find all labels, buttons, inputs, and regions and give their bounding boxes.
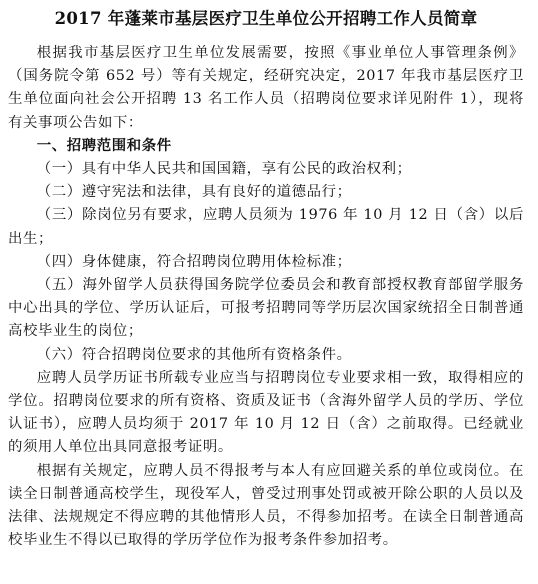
restrictions-paragraph: 根据有关规定，应聘人员不得报考与本人有应回避关系的单位或岗位。在读全日制普通高校学生，现役军人，曾受过刑事处罚或被开除公职的人员以及法律、法规规定不得应聘的其他情形人员，不得参加招考。在读全日制普通高校毕业生不得以已取得的学历学位作为报考条件参加招考。 (8, 462, 524, 549)
condition-item-3: （三）除岗位另有要求，应聘人员须为 1976 年 10 月 12 日（含）以后出生； (8, 207, 524, 247)
condition-item-2: （二）遵守宪法和法律，具有良好的道德品行； (36, 184, 352, 201)
document-title: 2017 年蓬莱市基层医疗卫生单位公开招聘工作人员简章 (54, 9, 478, 28)
requirements-paragraph: 应聘人员学历证书所载专业应当与招聘岗位专业要求相一致，取得相应的学位。招聘岗位要求的所有资格、资质及证书（含海外留学人员的学历、学位认证书），应聘人员均须于 2017 年 10 月 12 日（含）之前取得。已经就业的须用人单位出具同意报考证明。 (8, 369, 524, 456)
document-body (8, 42, 524, 552)
section-heading-recruitment-scope: 一、招聘范围和条件 (36, 137, 172, 154)
condition-item-6: （六）符合招聘岗位要求的其他所有资格条件。 (36, 346, 352, 363)
intro-paragraph: 根据我市基层医疗卫生单位发展需要，按照《事业单位人事管理条例》（国务院令第 652 号）等有关规定，经研究决定，2017 年我市基层医疗卫生单位面向社会公开招聘 13 名工作人员（招聘岗位要求详见附件 1），现将有关事项公告如下： (8, 45, 524, 131)
condition-item-1: （一）具有中华人民共和国国籍，享有公民的政治权利； (36, 161, 412, 178)
condition-item-4: （四）身体健康，符合招聘岗位聘用体检标准； (36, 253, 352, 270)
condition-item-5: （五）海外留学人员获得国务院学位委员会和教育部授权教育部留学服务中心出具的学位、学历认证后，可报考招聘同等学历层次国家统招全日制普通高校毕业生的岗位； (8, 277, 524, 340)
